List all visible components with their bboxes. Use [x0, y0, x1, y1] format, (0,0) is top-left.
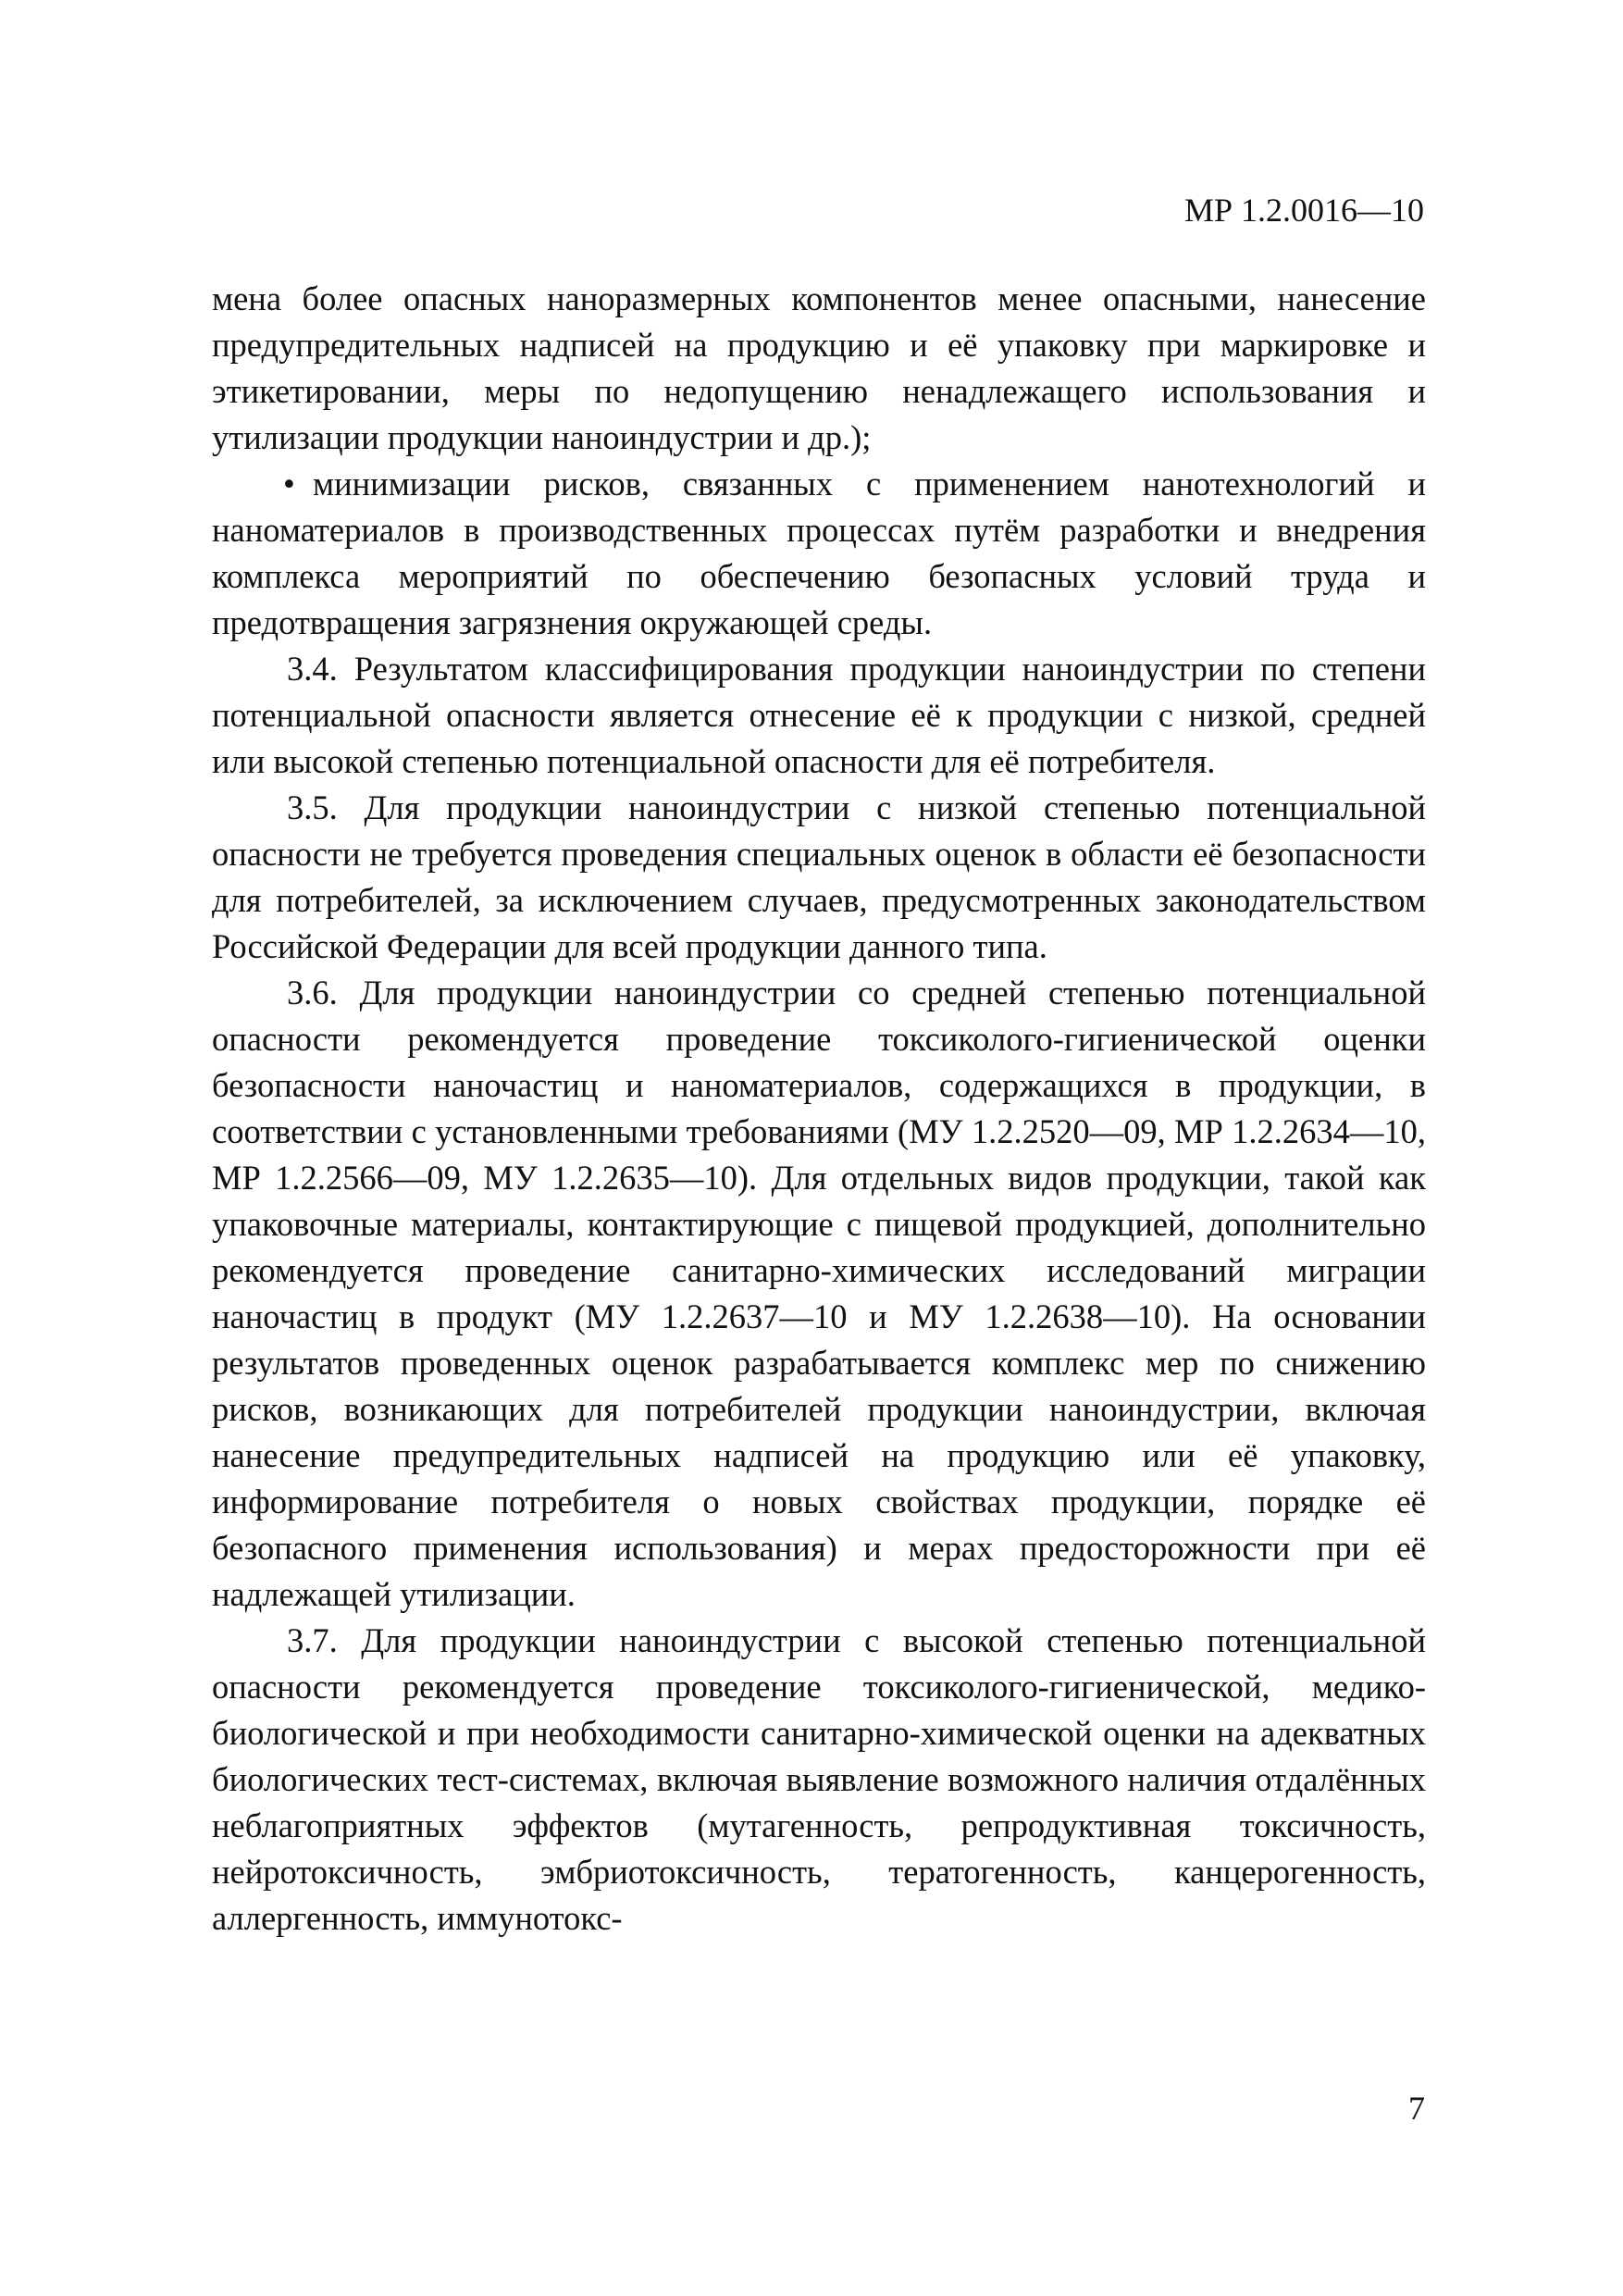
bullet-text: минимизации рисков, связанных с применением нанотехнологий и наноматериалов в производственных процессах путём разработки и внедрения комплекса мероприятий по обеспечению безопасных условий труда и предотвращения загрязнения окружающей среды.: [212, 465, 1426, 641]
paragraph-3-7: 3.7. Для продукции наноиндустрии с высокой степенью потенциальной опасности рекомендуется проведение токсиколого-гигиенической, медико-биологической и при необходимости санитарно-химической оценки на адекватных биологических тест-системах, включая выявление возможного наличия отдалённых неблагоприятных эффектов (мутагенность, репродуктивная токсичность, нейротоксичность, эмбриотоксичность, тератогенность, канцерогенность, аллергенность, иммунотокс-: [212, 1621, 1426, 1937]
page-number: 7: [1408, 2090, 1425, 2127]
paragraph-3-5: 3.5. Для продукции наноиндустрии с низкой степенью потенциальной опасности не требуется проведения специальных оценок в области её безопасности для потребителей, за исключением случаев, предусмотренных законодательством Российской Федерации для всей продукции данного типа.: [212, 788, 1426, 965]
document-code-header: МР 1.2.0016—10: [1183, 192, 1424, 229]
bullet-marker: •: [283, 465, 295, 503]
document-body: [212, 276, 1426, 1942]
paragraph-continuation: мена более опасных наноразмерных компонентов менее опасными, нанесение предупредительных надписей на продукцию и её упаковку при маркировке и этикетировании, меры по недопущению ненадлежащего использования и утилизации продукции наноиндустрии и др.);: [212, 279, 1426, 456]
paragraph-bullet: [212, 461, 1426, 646]
paragraph-3-6: 3.6. Для продукции наноиндустрии со средней степенью потенциальной опасности рекомендуется проведение токсиколого-гигиенической оценки безопасности наночастиц и наноматериалов, содержащихся в продукции, в соответствии с установленными требованиями (МУ 1.2.2520—09, МР 1.2.2634—10, МР 1.2.2566—09, МУ 1.2.2635—10). Для отдельных видов продукции, такой как упаковочные материалы, контактирующие с пищевой продукцией, дополнительно рекомендуется проведение санитарно-химических исследований миграции наночастиц в продукт (МУ 1.2.2637—10 и МУ 1.2.2638—10). На основании результатов проведенных оценок разрабатывается комплекс мер по снижению рисков, возникающих для потребителей продукции наноиндустрии, включая нанесение предупредительных надписей на продукцию или её упаковку, информирование потребителя о новых свойствах продукции, порядке её безопасного применения использования) и мерах предосторожности при её надлежащей утилизации.: [212, 974, 1426, 1613]
paragraph-3-4: 3.4. Результатом классифицирования продукции наноиндустрии по степени потенциальной опасности является отнесение её к продукции с низкой, средней или высокой степенью потенциальной опасности для её потребителя.: [212, 650, 1426, 780]
